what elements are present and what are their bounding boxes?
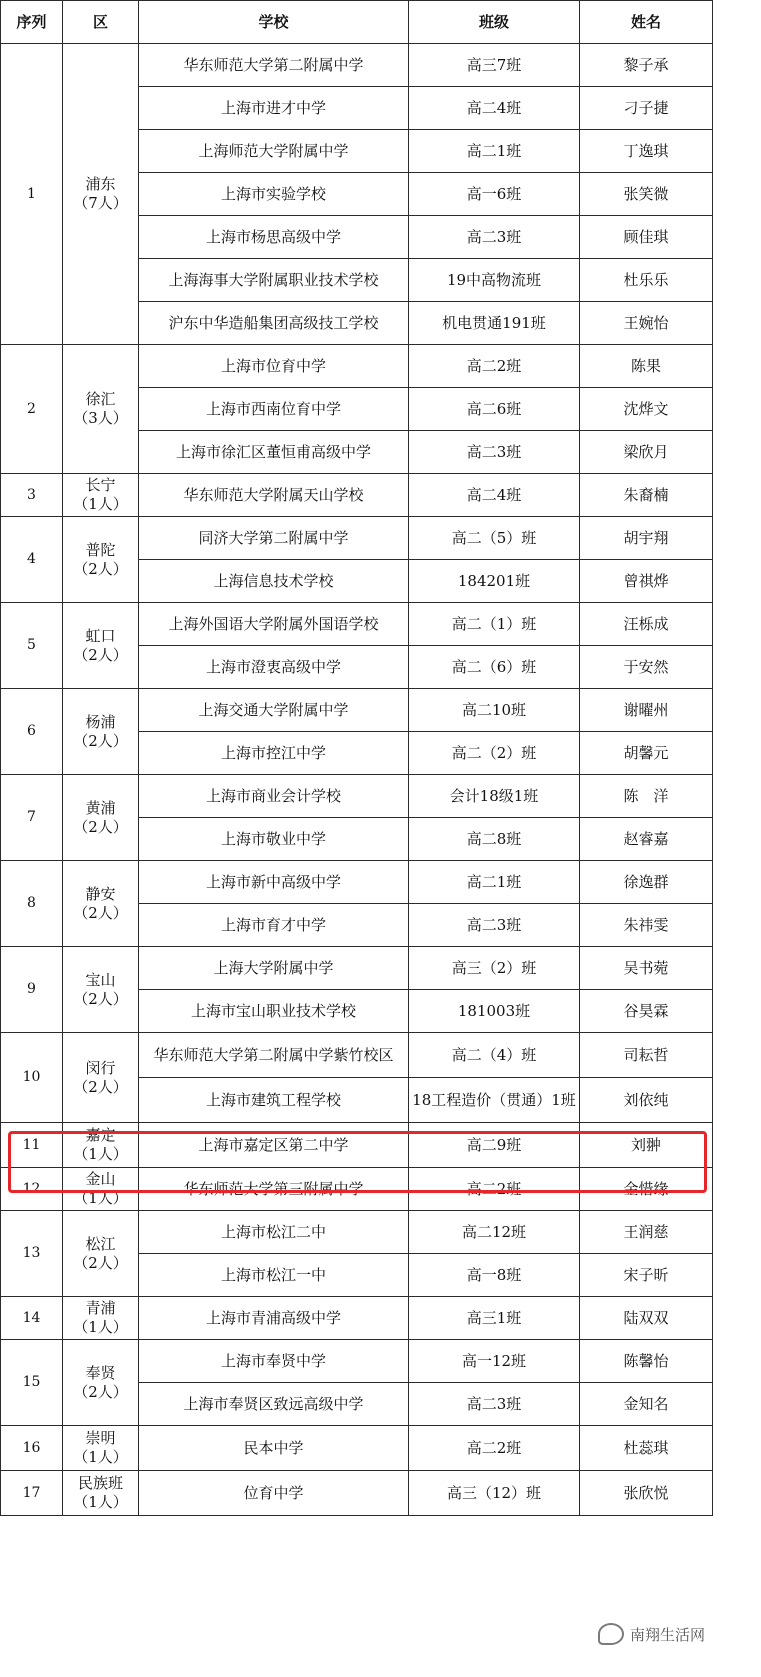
table-row <box>1 1340 713 1383</box>
class-cell: 高三1班 <box>409 1297 580 1340</box>
header-school: 学校 <box>139 1 409 44</box>
district-cell <box>63 345 139 474</box>
student-name-cell: 刘依纯 <box>580 1078 713 1123</box>
district-count: （2人） <box>73 731 128 750</box>
school-cell: 上海市奉贤区致远高级中学 <box>139 1383 409 1426</box>
school-cell: 位育中学 <box>139 1471 409 1516</box>
district-cell <box>63 603 139 689</box>
seq-cell: 1 <box>1 44 63 345</box>
student-name-cell: 赵睿嘉 <box>580 818 713 861</box>
class-cell: 高二3班 <box>409 904 580 947</box>
school-cell: 同济大学第二附属中学 <box>139 517 409 560</box>
student-name-cell: 曾祺烨 <box>580 560 713 603</box>
class-cell: 高二6班 <box>409 388 580 431</box>
seq-cell: 7 <box>1 775 63 861</box>
school-cell: 上海市新中高级中学 <box>139 861 409 904</box>
header-district: 区 <box>63 1 139 44</box>
district-cell <box>63 947 139 1033</box>
school-cell: 沪东中华造船集团高级技工学校 <box>139 302 409 345</box>
student-name-cell: 司耘哲 <box>580 1033 713 1078</box>
district-count: （1人） <box>73 1448 128 1466</box>
school-cell: 华东师范大学第二附属中学紫竹校区 <box>139 1033 409 1078</box>
class-cell: 会计18级1班 <box>409 775 580 818</box>
district-cell <box>63 1471 139 1516</box>
school-cell: 上海师范大学附属中学 <box>139 130 409 173</box>
class-cell: 机电贯通191班 <box>409 302 580 345</box>
class-cell: 高三（12）班 <box>409 1471 580 1516</box>
table-row <box>1 517 713 560</box>
student-name-cell: 谷昊霖 <box>580 990 713 1033</box>
student-name-cell: 陆双双 <box>580 1297 713 1340</box>
school-cell: 上海市进才中学 <box>139 87 409 130</box>
class-cell: 18工程造价（贯通）1班 <box>409 1078 580 1123</box>
student-name-cell: 沈烨文 <box>580 388 713 431</box>
seq-cell: 4 <box>1 517 63 603</box>
district-cell <box>63 517 139 603</box>
seq-cell: 8 <box>1 861 63 947</box>
district-name: 普陀 <box>85 540 116 559</box>
seq-cell: 11 <box>1 1123 63 1168</box>
school-cell: 上海市松江一中 <box>139 1254 409 1297</box>
class-cell: 181003班 <box>409 990 580 1033</box>
class-cell: 高二10班 <box>409 689 580 732</box>
school-cell: 上海市徐汇区董恒甫高级中学 <box>139 431 409 474</box>
student-name-cell: 朱裔楠 <box>580 474 713 517</box>
class-cell: 高二2班 <box>409 345 580 388</box>
class-cell: 184201班 <box>409 560 580 603</box>
class-cell: 高二3班 <box>409 1383 580 1426</box>
district-name: 徐汇 <box>85 390 116 408</box>
header-class: 班级 <box>409 1 580 44</box>
class-cell: 高二2班 <box>409 1426 580 1471</box>
seq-cell: 2 <box>1 345 63 474</box>
student-name-cell: 杜蕊琪 <box>580 1426 713 1471</box>
header-seq: 序列 <box>1 1 63 44</box>
student-name-cell: 陈馨怡 <box>580 1340 713 1383</box>
class-cell: 高二2班 <box>409 1168 580 1211</box>
student-name-cell: 张欣悦 <box>580 1471 713 1516</box>
district-count: （1人） <box>73 1493 128 1511</box>
school-cell: 上海市位育中学 <box>139 345 409 388</box>
table-row <box>1 603 713 646</box>
district-count: （2人） <box>73 989 128 1008</box>
district-name: 杨浦 <box>85 712 116 731</box>
district-cell <box>63 474 139 517</box>
student-name-cell: 金知名 <box>580 1383 713 1426</box>
table-row <box>1 474 713 517</box>
table-row <box>1 1471 713 1516</box>
student-name-cell: 顾佳琪 <box>580 216 713 259</box>
student-name-cell: 黎子承 <box>580 44 713 87</box>
class-cell: 高二4班 <box>409 87 580 130</box>
school-cell: 上海市松江二中 <box>139 1211 409 1254</box>
district-name: 青浦 <box>85 1299 116 1317</box>
district-name: 浦东 <box>85 175 116 193</box>
header-row <box>1 1 713 44</box>
school-cell: 上海市宝山职业技术学校 <box>139 990 409 1033</box>
table-row <box>1 1426 713 1471</box>
class-cell: 高三7班 <box>409 44 580 87</box>
class-cell: 高二3班 <box>409 216 580 259</box>
table-row <box>1 947 713 990</box>
table-row <box>1 44 713 87</box>
student-name-cell: 杜乐乐 <box>580 259 713 302</box>
district-cell <box>63 775 139 861</box>
student-name-cell: 谢曜州 <box>580 689 713 732</box>
district-count: （7人） <box>73 194 128 212</box>
district-count: （1人） <box>73 1145 128 1163</box>
district-cell <box>63 44 139 345</box>
school-cell: 上海市青浦高级中学 <box>139 1297 409 1340</box>
student-name-cell: 王润慈 <box>580 1211 713 1254</box>
seq-cell: 9 <box>1 947 63 1033</box>
class-cell: 高二1班 <box>409 861 580 904</box>
district-name: 奉贤 <box>85 1363 116 1382</box>
class-cell: 高二（6）班 <box>409 646 580 689</box>
school-cell: 上海市育才中学 <box>139 904 409 947</box>
student-name-cell: 胡宇翔 <box>580 517 713 560</box>
district-name: 静安 <box>85 884 116 903</box>
seq-cell: 3 <box>1 474 63 517</box>
seq-cell: 5 <box>1 603 63 689</box>
roster-body <box>1 44 713 1516</box>
student-name-cell: 陈果 <box>580 345 713 388</box>
school-cell: 华东师范大学附属天山学校 <box>139 474 409 517</box>
district-name: 长宁 <box>85 476 116 494</box>
student-name-cell: 胡馨元 <box>580 732 713 775</box>
district-cell <box>63 1297 139 1340</box>
school-cell: 上海外国语大学附属外国语学校 <box>139 603 409 646</box>
table-row <box>1 345 713 388</box>
student-name-cell: 汪栎成 <box>580 603 713 646</box>
seq-cell: 15 <box>1 1340 63 1426</box>
student-name-cell: 朱祎雯 <box>580 904 713 947</box>
district-count: （2人） <box>73 559 128 578</box>
watermark <box>598 1623 705 1645</box>
school-cell: 上海市建筑工程学校 <box>139 1078 409 1123</box>
class-cell: 高二4班 <box>409 474 580 517</box>
school-cell: 华东师范大学第三附属中学 <box>139 1168 409 1211</box>
district-count: （2人） <box>73 645 128 664</box>
school-cell: 民本中学 <box>139 1426 409 1471</box>
seq-cell: 17 <box>1 1471 63 1516</box>
class-cell: 高二（1）班 <box>409 603 580 646</box>
table-row <box>1 1123 713 1168</box>
district-count: （2人） <box>73 1253 128 1272</box>
district-name: 嘉定 <box>85 1126 116 1144</box>
table-row <box>1 775 713 818</box>
school-cell: 上海市杨思高级中学 <box>139 216 409 259</box>
class-cell: 高一6班 <box>409 173 580 216</box>
district-name: 黄浦 <box>85 798 116 817</box>
district-cell <box>63 1033 139 1123</box>
class-cell: 19中高物流班 <box>409 259 580 302</box>
student-name-cell: 刘翀 <box>580 1123 713 1168</box>
district-name: 虹口 <box>85 626 116 645</box>
student-name-cell: 陈 洋 <box>580 775 713 818</box>
school-cell: 上海大学附属中学 <box>139 947 409 990</box>
school-cell: 华东师范大学第二附属中学 <box>139 44 409 87</box>
seq-cell: 13 <box>1 1211 63 1297</box>
school-cell: 上海信息技术学校 <box>139 560 409 603</box>
district-cell <box>63 1168 139 1211</box>
class-cell: 高二（2）班 <box>409 732 580 775</box>
school-cell: 上海市敬业中学 <box>139 818 409 861</box>
class-cell: 高二9班 <box>409 1123 580 1168</box>
school-cell: 上海交通大学附属中学 <box>139 689 409 732</box>
school-cell: 上海市商业会计学校 <box>139 775 409 818</box>
district-count: （2人） <box>73 903 128 922</box>
seq-cell: 14 <box>1 1297 63 1340</box>
table-row <box>1 1211 713 1254</box>
student-name-cell: 丁逸琪 <box>580 130 713 173</box>
class-cell: 高二3班 <box>409 431 580 474</box>
school-cell: 上海市澄衷高级中学 <box>139 646 409 689</box>
district-count: （2人） <box>73 817 128 836</box>
class-cell: 高二（5）班 <box>409 517 580 560</box>
district-cell <box>63 1211 139 1297</box>
district-count: （2人） <box>73 1077 128 1096</box>
student-name-cell: 宋子昕 <box>580 1254 713 1297</box>
class-cell: 高二（4）班 <box>409 1033 580 1078</box>
student-name-cell: 王婉怡 <box>580 302 713 345</box>
class-cell: 高二8班 <box>409 818 580 861</box>
school-cell: 上海市实验学校 <box>139 173 409 216</box>
district-name: 崇明 <box>85 1429 116 1447</box>
student-name-cell: 金惜缘 <box>580 1168 713 1211</box>
table-row <box>1 1033 713 1078</box>
class-cell: 高二1班 <box>409 130 580 173</box>
seq-cell: 12 <box>1 1168 63 1211</box>
student-name-cell: 徐逸群 <box>580 861 713 904</box>
class-cell: 高三（2）班 <box>409 947 580 990</box>
table-row <box>1 1168 713 1211</box>
wechat-icon <box>598 1623 624 1645</box>
district-count: （1人） <box>73 1189 128 1207</box>
district-count: （1人） <box>73 495 128 513</box>
school-cell: 上海市西南位育中学 <box>139 388 409 431</box>
table-row <box>1 689 713 732</box>
student-name-cell: 张笑微 <box>580 173 713 216</box>
district-cell <box>63 861 139 947</box>
district-cell <box>63 1340 139 1426</box>
table-row <box>1 1297 713 1340</box>
district-name: 闵行 <box>85 1058 116 1077</box>
seq-cell: 10 <box>1 1033 63 1123</box>
district-count: （2人） <box>73 1382 128 1401</box>
school-cell: 上海市控江中学 <box>139 732 409 775</box>
district-cell <box>63 1426 139 1471</box>
class-cell: 高一8班 <box>409 1254 580 1297</box>
seq-cell: 16 <box>1 1426 63 1471</box>
school-cell: 上海市奉贤中学 <box>139 1340 409 1383</box>
district-cell <box>63 689 139 775</box>
table-row <box>1 861 713 904</box>
class-cell: 高二12班 <box>409 1211 580 1254</box>
header-name: 姓名 <box>580 1 713 44</box>
district-name: 民族班 <box>77 1474 123 1492</box>
school-cell: 上海市嘉定区第二中学 <box>139 1123 409 1168</box>
student-name-cell: 吴书菀 <box>580 947 713 990</box>
school-cell: 上海海事大学附属职业技术学校 <box>139 259 409 302</box>
watermark-text: 南翔生活网 <box>629 1625 705 1644</box>
district-cell <box>63 1123 139 1168</box>
district-name: 宝山 <box>85 970 116 989</box>
district-count: （1人） <box>73 1318 128 1336</box>
seq-cell: 6 <box>1 689 63 775</box>
student-name-cell: 于安然 <box>580 646 713 689</box>
district-count: （3人） <box>73 409 128 427</box>
class-cell: 高一12班 <box>409 1340 580 1383</box>
district-name: 松江 <box>85 1234 116 1253</box>
student-name-cell: 刁子捷 <box>580 87 713 130</box>
student-name-cell: 梁欣月 <box>580 431 713 474</box>
district-name: 金山 <box>85 1170 116 1188</box>
